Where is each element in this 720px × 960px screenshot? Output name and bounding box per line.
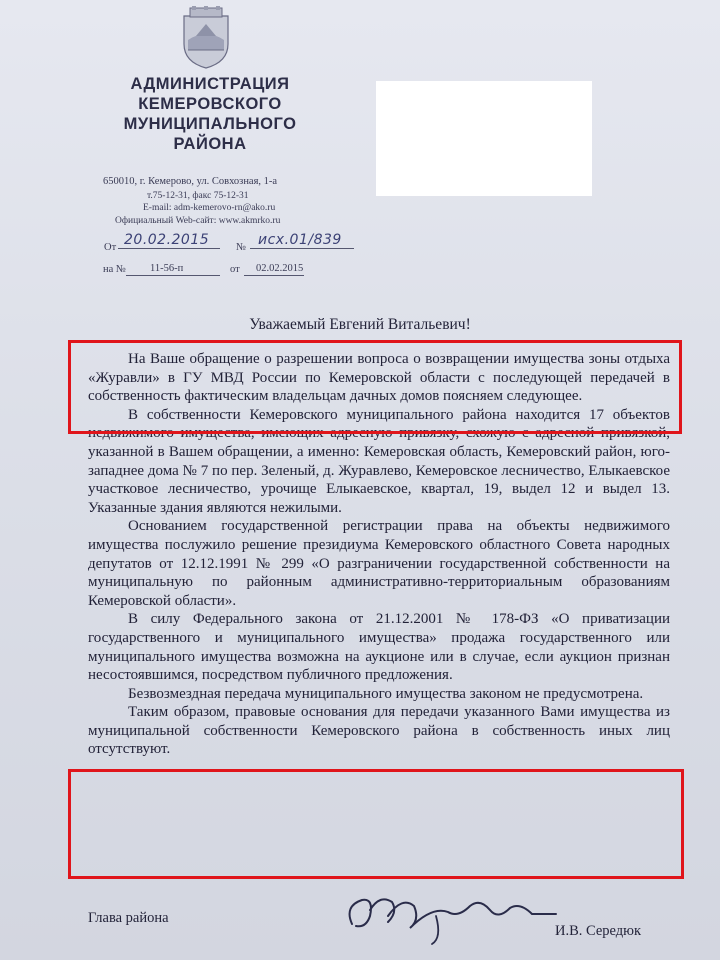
org-name-line: РАЙОНА <box>173 135 247 153</box>
redacted-recipient-block <box>376 81 592 196</box>
number-underline <box>250 248 354 249</box>
org-name-line: КЕМЕРОВСКОГО <box>138 95 282 113</box>
signer-name: И.В. Середюк <box>555 923 642 939</box>
highlight-box-request <box>68 340 682 434</box>
paragraph-property-list: В собственности Кемеровского муниципального района находится 17 объектов недвижимого имущества, имеющих адресную привязку, схожую с адресной привязкой, указанной в Вашем обращении, а именно: Кемеровская область, Кемеровский район, юго-западнее дома № 7 по пер. Зеленый, д. Журавлево, Кемеровское лесничество, Елыкаевское участковое лесничество, урочище Елыкаевское, квартал, 19, выдел 12 и выдел 13. Указанные здания являются нежилыми. <box>88 406 670 516</box>
number-label: № <box>236 242 247 253</box>
highlight-box-conclusion <box>68 769 684 879</box>
reply-number: 11-56-п <box>150 263 184 274</box>
reply-date: 02.02.2015 <box>256 263 304 274</box>
handwritten-date: 20.02.2015 <box>124 232 210 248</box>
handwritten-number: исх.01/839 <box>258 232 342 248</box>
reply-number-label: на № <box>103 264 126 275</box>
paragraph-no-free-transfer: Безвозмездная передача муниципального имущества законом не предусмотрена. <box>128 685 644 702</box>
org-name-line: МУНИЦИПАЛЬНОГО <box>123 115 297 133</box>
website-line: Официальный Web-сайт: www.akmrko.ru <box>115 216 281 226</box>
signer-position: Глава района <box>88 910 169 926</box>
date-underline <box>118 248 220 249</box>
greeting: Уважаемый Евгений Витальевич! <box>249 316 471 333</box>
handwritten-signature <box>340 876 560 946</box>
reply-date-label: от <box>230 264 240 275</box>
paragraph-request: На Ваше обращение о разрешении вопроса о возвращении имущества зоны отдыха «Журавли» в ГУ МВД России по Кемеровской области с последующей передачей в собственность фактическим владельцам дачных домов поясняем следующее. <box>88 351 670 405</box>
organization-name <box>90 74 330 154</box>
paragraph-privatization-law: В силу Федерального закона от 21.12.2001 № 178-ФЗ «О приватизации государственного и муниципального имущества» продажа государственного или муниципального имущества возможна на аукционе или в случае, если аукцион признан несостоявшимся, посредством публичного предложения. <box>88 611 670 684</box>
paragraph-conclusion: Таким образом, правовые основания для передачи указанного Вами имущества из муниципальной собственности Кемеровского района в собственность иных лиц отсутствуют. <box>88 704 670 758</box>
address-line: 650010, г. Кемерово, ул. Совхозная, 1-а <box>103 176 278 187</box>
date-label: От <box>104 242 117 253</box>
coat-of-arms-icon <box>178 6 234 70</box>
phone-line: т.75-12-31, факс 75-12-31 <box>147 191 249 201</box>
email-line: E-mail: adm-kemerovo-rn@ako.ru <box>143 203 276 213</box>
reply-number-underline <box>126 275 220 276</box>
paragraph-registration-basis: Основанием государственной регистрации права на объекты недвижимого имущества послужило решение президиума Кемеровского областного Совета народных депутатов от 12.12.1991 № 299 «О разграничении государственной собственности на муниципальную по районным административно-территориальным образованиям Кемеровской области». <box>88 518 670 609</box>
reply-date-underline <box>244 275 304 276</box>
org-name-line: АДМИНИСТРАЦИЯ <box>130 75 290 93</box>
